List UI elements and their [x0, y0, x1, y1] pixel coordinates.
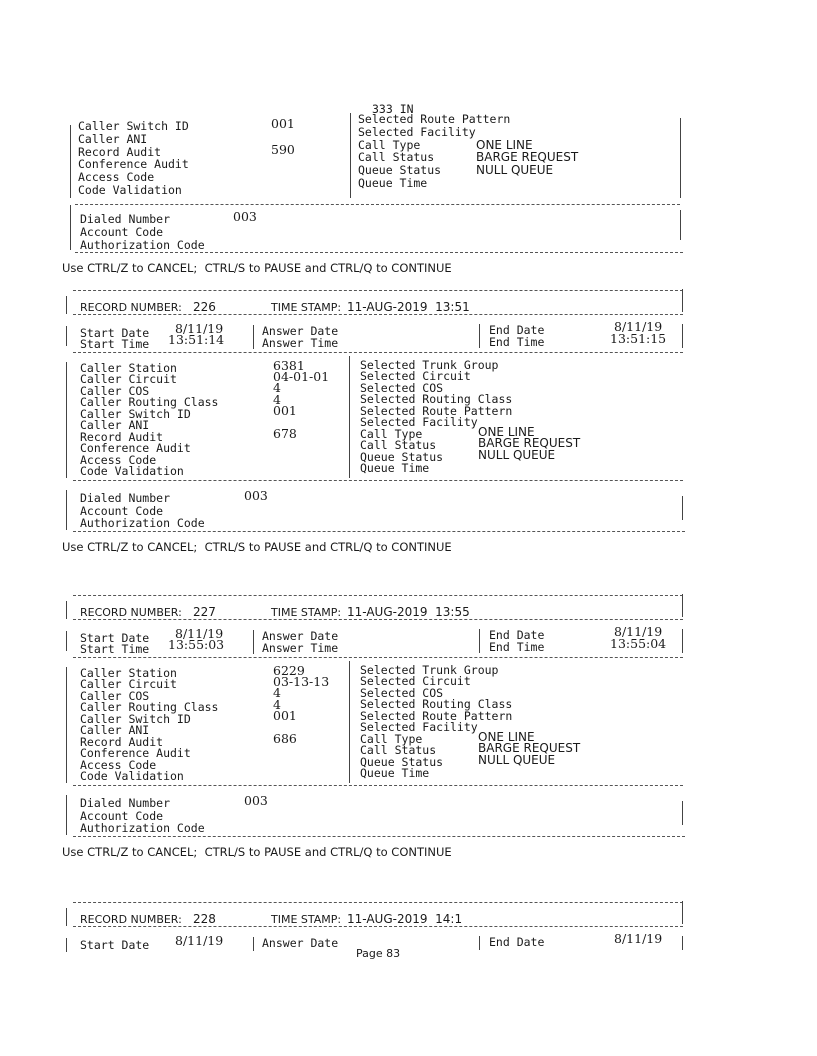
selected-field-label: Queue Status — [360, 754, 444, 769]
selected-field-label: Selected Facility — [358, 124, 476, 139]
account-code-label: Account Code — [80, 225, 164, 239]
caller-field-value: 6229 — [273, 662, 305, 678]
caller-field-label: Code Validation — [78, 183, 182, 197]
selected-field-label: Queue Time — [360, 461, 430, 476]
selected-field-label: Selected COS — [360, 685, 444, 700]
start-date-value: 8/11/19 — [175, 933, 224, 948]
vertical-rule — [253, 937, 254, 951]
vertical-rule — [70, 205, 71, 250]
end-date-label: End Date — [489, 323, 545, 337]
caller-field-label: Record Audit — [80, 734, 164, 749]
end-date-label: End Date — [489, 628, 545, 642]
vertical-rule — [66, 601, 67, 619]
caller-field-label: Record Audit — [78, 144, 162, 159]
vertical-rule — [682, 324, 683, 348]
vertical-rule — [479, 936, 480, 950]
start-date-label: Start Date — [80, 326, 150, 340]
selected-field-value: NULL QUEUE — [478, 752, 556, 767]
caller-field-value: 686 — [273, 731, 297, 747]
caller-field-value: 001 — [273, 403, 297, 419]
end-time-label: End Time — [489, 335, 545, 349]
vertical-rule — [682, 289, 683, 312]
start-date-label: Start Date — [80, 631, 150, 645]
vertical-rule — [66, 326, 67, 346]
answer-date-label: Answer Date — [262, 324, 339, 338]
caller-field-value: 4 — [273, 380, 281, 396]
record-number-value: 226 — [193, 300, 216, 314]
vertical-rule — [682, 901, 683, 924]
vertical-rule — [680, 118, 681, 198]
caller-field-value: 4 — [273, 685, 281, 701]
caller-field-label: Caller ANI — [80, 418, 150, 433]
dialed-number-value: 003 — [244, 793, 268, 808]
vertical-rule — [253, 630, 254, 654]
record-header-divider — [73, 314, 683, 315]
vertical-rule — [70, 125, 71, 198]
caller-field-value: 001 — [273, 708, 297, 724]
time-stamp-label: TIME STAMP: — [271, 913, 342, 926]
selected-field-label: Call Status — [360, 743, 437, 758]
end-time-label: End Time — [489, 640, 545, 654]
selected-field-label: Selected Routing Class — [360, 392, 513, 407]
selected-field-label: Selected Circuit — [360, 674, 471, 689]
caller-field-label: Access Code — [78, 170, 155, 185]
selected-field-value: BARGE REQUEST — [478, 436, 581, 451]
end-time-value: 13:55:04 — [610, 636, 667, 651]
dialed-number-value: 003 — [244, 488, 268, 503]
caller-field-label: Caller ANI — [78, 131, 148, 146]
record-top-divider — [73, 595, 683, 596]
selected-field-label: Call Type — [360, 731, 423, 746]
record-date-divider — [73, 352, 683, 353]
selected-field-value: ONE LINE — [478, 424, 535, 439]
selected-field-label: Selected Facility — [360, 415, 478, 430]
vertical-rule — [680, 210, 681, 240]
caller-field-value: 001 — [271, 116, 295, 131]
selected-field-value: BARGE REQUEST — [478, 741, 581, 756]
caller-field-label: Conference Audit — [80, 441, 191, 456]
selected-field-value: NULL QUEUE — [478, 447, 556, 462]
authorization-code-label: Authorization Code — [80, 821, 205, 835]
record-fields-divider — [73, 480, 683, 481]
record-header-divider — [73, 926, 683, 927]
selected-field-label: Selected Route Pattern — [360, 403, 513, 418]
record-number-label: RECORD NUMBER: — [80, 301, 182, 314]
caller-field-label: Code Validation — [80, 769, 184, 784]
record-bottom-divider — [73, 531, 685, 532]
record-number-value: 227 — [193, 605, 216, 619]
caller-field-label: Caller COS — [80, 688, 150, 703]
caller-field-label: Record Audit — [80, 429, 164, 444]
selected-field-value: BARGE REQUEST — [476, 150, 579, 165]
vertical-rule — [66, 795, 67, 835]
caller-field-label: Caller Switch ID — [78, 119, 189, 133]
caller-field-value: 590 — [271, 141, 295, 157]
cancel-instructions: Use CTRL/Z to CANCEL; CTRL/S to PAUSE and CTRL/Q to CONTINUE — [62, 540, 452, 554]
caller-field-label: Conference Audit — [80, 746, 191, 761]
selected-field-label: Call Type — [360, 426, 423, 441]
caller-field-label: Code Validation — [80, 464, 184, 479]
time-stamp-value: 11-AUG-2019 14:1 — [347, 912, 463, 926]
start-time-label: Start Time — [80, 642, 150, 656]
record-header-divider — [73, 619, 683, 620]
record-number-value: 228 — [193, 912, 216, 926]
dialed-number-label: Dialed Number — [80, 796, 171, 810]
vertical-rule — [479, 324, 480, 348]
end-date-value: 8/11/19 — [614, 319, 663, 334]
vertical-rule — [682, 594, 683, 617]
vertical-rule — [66, 938, 67, 952]
selected-field-label: Selected Trunk Group — [360, 358, 499, 372]
caller-field-value: 6381 — [273, 357, 305, 373]
caller-field-label: Caller COS — [80, 383, 150, 398]
dashed-divider — [75, 252, 683, 253]
selected-field-label: Queue Time — [360, 766, 430, 781]
selected-field-label: Call Status — [358, 150, 435, 165]
selected-field-label: Selected Facility — [360, 720, 478, 735]
start-time-value: 13:55:03 — [168, 637, 225, 652]
selected-field-label: Queue Status — [360, 449, 444, 464]
end-date-label: End Date — [489, 935, 545, 949]
selected-field-label: Selected Circuit — [360, 369, 471, 384]
account-code-label: Account Code — [80, 809, 164, 823]
vertical-rule — [66, 362, 67, 478]
vertical-rule — [349, 356, 350, 478]
end-date-value: 8/11/19 — [614, 624, 663, 639]
time-stamp-label: TIME STAMP: — [271, 301, 342, 314]
vertical-rule — [350, 113, 351, 198]
caller-field-label: Caller Routing Class — [80, 700, 219, 715]
trunk-group-value: 333 IN — [372, 102, 414, 116]
answer-time-label: Answer Time — [262, 641, 339, 655]
cancel-instructions: Use CTRL/Z to CANCEL; CTRL/S to PAUSE and CTRL/Q to CONTINUE — [62, 845, 452, 859]
selected-field-value: ONE LINE — [478, 729, 535, 744]
cancel-instructions: Use CTRL/Z to CANCEL; CTRL/S to PAUSE and CTRL/Q to CONTINUE — [62, 261, 452, 275]
caller-field-label: Caller Circuit — [80, 677, 177, 692]
time-stamp-value: 11-AUG-2019 13:51 — [347, 300, 470, 314]
caller-field-label: Caller Station — [80, 666, 177, 680]
selected-field-label: Selected Route Pattern — [360, 708, 513, 723]
dialed-number-value: 003 — [233, 209, 257, 224]
end-time-value: 13:51:15 — [610, 331, 667, 346]
record-bottom-divider — [73, 836, 685, 837]
dialed-number-label: Dialed Number — [80, 212, 171, 226]
page-number: Page 83 — [356, 947, 401, 960]
vertical-rule — [349, 661, 350, 783]
record-number-label: RECORD NUMBER: — [80, 913, 182, 926]
caller-field-value: 678 — [273, 426, 297, 442]
selected-field-value: ONE LINE — [476, 137, 533, 152]
vertical-rule — [66, 631, 67, 651]
record-top-divider — [73, 290, 683, 291]
dialed-number-label: Dialed Number — [80, 491, 171, 505]
start-time-label: Start Time — [80, 337, 150, 351]
caller-field-label: Caller Switch ID — [80, 406, 191, 421]
vertical-rule — [479, 629, 480, 653]
answer-date-label: Answer Date — [262, 629, 339, 643]
time-stamp-value: 11-AUG-2019 13:55 — [347, 605, 470, 619]
selected-field-label: Call Status — [360, 438, 437, 453]
caller-field-value: 04-01-01 — [273, 368, 330, 384]
record-date-divider — [73, 657, 683, 658]
caller-field-value: 03-13-13 — [273, 673, 330, 689]
end-date-value: 8/11/19 — [614, 931, 663, 946]
vertical-rule — [66, 490, 67, 530]
start-date-value: 8/11/19 — [175, 321, 224, 336]
caller-field-value: 4 — [273, 391, 281, 407]
answer-time-label: Answer Time — [262, 336, 339, 350]
selected-field-label: Selected Routing Class — [360, 697, 513, 712]
selected-field-label: Call Type — [358, 137, 421, 152]
caller-field-label: Caller Routing Class — [80, 395, 219, 410]
vertical-rule — [66, 667, 67, 783]
selected-field-value: NULL QUEUE — [476, 163, 554, 178]
dashed-divider — [75, 204, 680, 205]
vertical-rule — [66, 296, 67, 314]
selected-field-label: Queue Status — [358, 163, 442, 178]
caller-field-label: Conference Audit — [78, 157, 189, 172]
time-stamp-label: TIME STAMP: — [271, 606, 342, 619]
start-time-value: 13:51:14 — [168, 332, 225, 347]
vertical-rule — [253, 325, 254, 349]
caller-field-label: Caller Circuit — [80, 372, 177, 387]
selected-field-label: Selected Route Pattern — [358, 112, 511, 126]
caller-field-label: Caller ANI — [80, 723, 150, 738]
vertical-rule — [682, 936, 683, 950]
caller-field-label: Access Code — [80, 757, 157, 772]
record-number-label: RECORD NUMBER: — [80, 606, 182, 619]
selected-field-label: Selected Trunk Group — [360, 663, 499, 677]
account-code-label: Account Code — [80, 504, 164, 518]
vertical-rule — [682, 801, 683, 825]
selected-field-label: Queue Time — [358, 176, 428, 190]
record-fields-divider — [73, 785, 683, 786]
answer-date-label: Answer Date — [262, 936, 339, 950]
authorization-code-label: Authorization Code — [80, 238, 205, 252]
caller-field-label: Caller Station — [80, 361, 177, 375]
start-date-value: 8/11/19 — [175, 626, 224, 641]
vertical-rule — [682, 496, 683, 520]
vertical-rule — [682, 629, 683, 653]
vertical-rule — [66, 908, 67, 926]
caller-field-label: Caller Switch ID — [80, 711, 191, 726]
caller-field-value: 4 — [273, 696, 281, 712]
record-top-divider — [73, 902, 683, 903]
start-date-label: Start Date — [80, 938, 150, 952]
authorization-code-label: Authorization Code — [80, 516, 205, 530]
selected-field-label: Selected COS — [360, 380, 444, 395]
caller-field-label: Access Code — [80, 452, 157, 467]
